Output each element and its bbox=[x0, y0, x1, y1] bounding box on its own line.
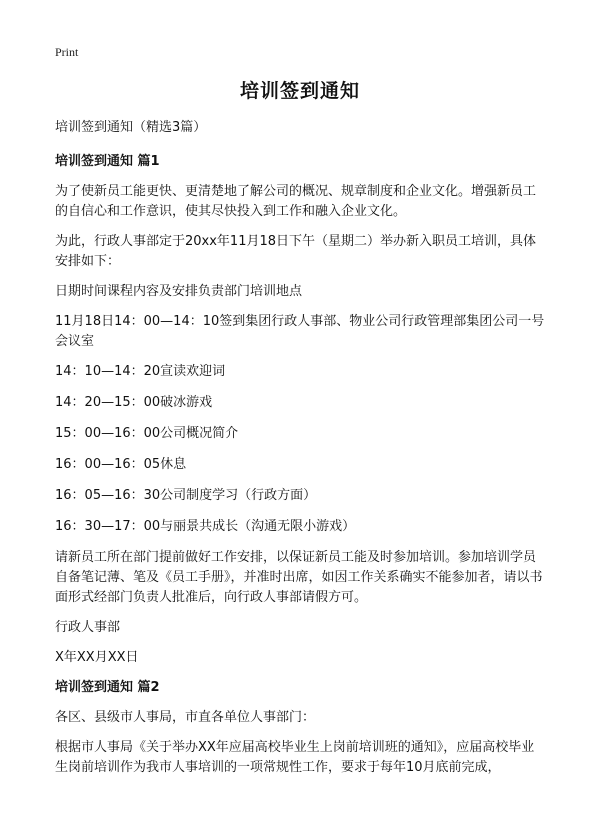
schedule-item: 11月18日14：00—14：10签到集团行政人事部、物业公司行政管理部集团公司一号会议室 bbox=[55, 314, 545, 349]
schedule-item: 16：05—16：30公司制度学习（行政方面） bbox=[55, 488, 317, 503]
paragraph: 日期时间课程内容及安排负责部门培训地点 bbox=[55, 284, 303, 299]
paragraph: 请新员工所在部门提前做好工作安排，以保证新员工能及时参加培训。参加培训学员自备笔记薄、笔及《员工手册》，并准时出席，如因工作关系确实不能参加者，请以书面形式经部门负责人批准后，向行政人事部请假方可。 bbox=[55, 550, 543, 605]
paragraph: 根据市人事局《关于举办XX年应届高校毕业生上岗前培训班的通知》，应届高校毕业生岗前培训作为我市人事培训的一项常规性工作，要求于每年10月底前完成， bbox=[55, 740, 535, 775]
document-subtitle: 培训签到通知（精选3篇） bbox=[55, 120, 207, 135]
print-label: Print bbox=[55, 45, 79, 59]
page-title: 培训签到通知 bbox=[239, 80, 360, 102]
schedule-item: 14：20—15：00破冰游戏 bbox=[55, 395, 213, 410]
schedule-item: 16：00—16：05休息 bbox=[55, 457, 187, 472]
paragraph: 为此，行政人事部定于20xx年11月18日下午（星期二）举办新入职员工培训，具体安排如下： bbox=[55, 234, 537, 269]
section-heading-1: 培训签到通知 篇1 bbox=[55, 154, 160, 169]
section-heading-2: 培训签到通知 篇2 bbox=[55, 680, 160, 695]
paragraph: 为了使新员工能更快、更清楚地了解公司的概况、规章制度和企业文化。增强新员工的自信心和工作意识，使其尽快投入到工作和融入企业文化。 bbox=[55, 184, 537, 219]
paragraph: 各区、县级市人事局，市直各单位人事部门： bbox=[55, 710, 316, 725]
signature-department: 行政人事部 bbox=[55, 620, 121, 635]
schedule-item: 16：30—17：00与丽景共成长（沟通无限小游戏） bbox=[55, 519, 356, 534]
signature-date: X年XX月XX日 bbox=[55, 650, 139, 665]
schedule-item: 14：10—14：20宣读欢迎词 bbox=[55, 364, 226, 379]
schedule-item: 15：00—16：00公司概况简介 bbox=[55, 426, 239, 441]
